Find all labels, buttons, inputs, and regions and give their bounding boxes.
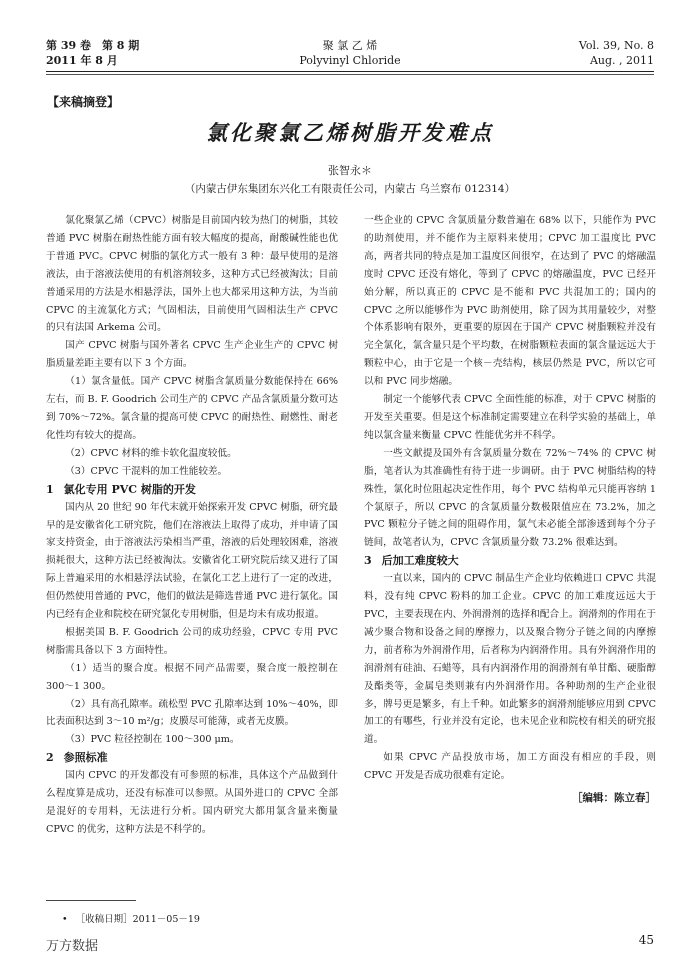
- paragraph: （3）PVC 粒径控制在 100～300 μm。: [65, 734, 240, 746]
- header-date-cn: 2011 年 8 月: [46, 54, 118, 67]
- article-author: 张智永＊: [328, 164, 372, 177]
- left-column: [46, 212, 338, 839]
- section-tag: 【来稿摘登】: [47, 95, 120, 109]
- section-title: 参照标准: [63, 751, 108, 765]
- header-date-en: Aug. , 2011: [589, 54, 654, 67]
- header-journal-en: Polyvinyl Chloride: [299, 54, 401, 67]
- paragraph: （1）氯含量低。国产 CPVC 树脂含氯质量分数能保持在 66% 左右，而 B. F. Goodrich 公司生产的 CPVC 产品含氯质量分数可达到 70%～72%。氯含量的提高可使 CPVC 的耐热性、耐燃性、耐老化性均有较大的提高。: [46, 376, 338, 441]
- paragraph: 国内 CPVC 的开发都没有可参照的标准，具体这个产品做到什么程度算是成功，还没有标准可以参照。从国外进口的 CPVC 全部是混好的专用料，无法进行分析。国内研究大都用氯含量来衡量 CPVC 的优劣，这种方法是不科学的。: [46, 770, 338, 835]
- section-heading-1: [46, 481, 338, 499]
- received-date-footnote: [62, 911, 200, 925]
- article-affiliation: （内蒙古伊东集团东兴化工有限责任公司，内蒙古 乌兰察布 012314）: [184, 183, 516, 195]
- header-rule: [46, 71, 654, 72]
- header-rule-thin: [46, 74, 654, 75]
- article-title: 氯化聚氯乙烯树脂开发难点: [206, 120, 494, 145]
- section-heading-2: [46, 749, 338, 767]
- editor-note: ［编辑：陈立春］: [572, 792, 656, 805]
- paragraph: 如果 CPVC 产品投放市场，加工方面没有相应的手段，则 CPVC 开发是否成功很难有定论。: [364, 752, 656, 782]
- paragraph: 氯化聚氯乙烯（CPVC）树脂是目前国内较为热门的树脂，其较普通 PVC 树脂在耐热性能方面有较大幅度的提高，耐酸碱性能也优于普通 PVC。CPVC 树脂的氯化方式一般有 3 种：最早使用的是溶液法，由于溶液法使用的有机溶剂较多，这种方式已经被淘汰；目前普通采用的方法是水相悬浮法，国外上也大都采用这种方法，为当前 CPVC 的主流氯化方式；气固相法，目前使用气固相法生产 CPVC 的只有法国 Arkema 公司。: [46, 215, 338, 334]
- header-volume-cn: 第 39 卷 第 8 期: [46, 39, 140, 52]
- section-title: 后加工难度较大: [381, 554, 459, 568]
- paragraph: 根据美国 B. F. Goodrich 公司的成功经验，CPVC 专用 PVC 树脂需具备以下 3 方面特性。: [46, 626, 338, 656]
- section-number: 2: [46, 751, 54, 765]
- source-watermark: 万方数据: [46, 939, 99, 954]
- section-title: 氯化专用 PVC 树脂的开发: [63, 482, 196, 496]
- paragraph: （1）适当的聚合度。根据不同产品需要，聚合度一般控制在 300～1 300。: [46, 662, 338, 692]
- header-journal-cn: 聚 氯 乙 烯: [322, 39, 378, 52]
- header-issue-en: [579, 38, 654, 68]
- header-volume-en: Vol. 39, No. 8: [578, 39, 654, 52]
- bullet-icon: •: [62, 914, 68, 925]
- right-column: [364, 212, 656, 808]
- paragraph: 一些企业的 CPVC 含氯质量分数普遍在 68% 以下，只能作为 PVC 的助剂使用，并不能作为主原料来使用；CPVC 加工温度比 PVC 高，两者共同的特点是加工温度区间很窄，在达到了 PVC 的熔融温度时 CPVC 还没有熔化，等到了 CPVC 的熔融温度，PVC 已经开始分解，所以真正的 CPVC 是不能和 PVC 共混加工的；国内的 CPVC 之所以能够作为 PVC 助剂使用，除了因为其用量较少，对整个体系影响有限外，更重要的原因在于国产 CPVC 树脂颗粒并没有完全氯化，氯含量只是个平均数，在树脂颗粒表面的氯含量远远大于颗粒中心，由于它是一个核－壳结构，核层仍然是 PVC，所以它可以和 PVC 同步熔融。: [364, 215, 656, 388]
- paragraph: 国产 CPVC 树脂与国外著名 CPVC 生产企业生产的 CPVC 树脂质量差距主要有以下 3 个方面。: [46, 340, 338, 370]
- paragraph: （2）CPVC 材料的维卡软化温度较低。: [65, 447, 237, 459]
- paragraph: 一些文献提及国外有含氯质量分数在 72%～74% 的 CPVC 树脂，笔者认为其准确性有待于进一步调研。由于 PVC 树脂结构的特殊性，氯化时位阻起决定性作用，每个 PVC 结构单元只能再容纳 1 个氯原子，所以 CPVC 的含氯质量分数极限值应在 73.2%，加之 PVC 颗粒分子链之间的阻碍作用，氯气未必能全部渗透到每个分子链间，故笔者认为，CPVC 含氯质量分数 73.2% 很难达到。: [364, 447, 656, 549]
- paragraph: 一直以来，国内的 CPVC 制品生产企业均依赖进口 CPVC 共混料，没有纯 CPVC 粉料的加工企业。CPVC 的加工难度远远大于 PVC，主要表现在内、外润滑剂的选择和配合上。润滑剂的作用在于减少聚合物和设备之间的摩擦力，以及聚合物分子链之间的内摩擦力，前者称为外润滑作用，后者称为内润滑作用。具有外润滑作用的润滑剂有硅油、石蜡等，具有内润滑作用的润滑剂有单甘酯、硬脂醇及酯类等，金属皂类则兼有内外润滑作用。各种助剂的生产企业很多，牌号更是繁多，有上千种。如此繁多的润滑剂能够应用到 CPVC 加工的有哪些，行业并没有定论，也未见企业和院校有相关的研究报道。: [364, 573, 656, 746]
- footnote-rule: [46, 900, 136, 901]
- section-heading-3: [364, 552, 656, 570]
- paragraph: （3）CPVC 干混料的加工性能较差。: [65, 465, 228, 477]
- section-number: 3: [364, 554, 372, 568]
- received-date: ［收稿日期］2011－05－19: [75, 914, 200, 925]
- section-number: 1: [46, 482, 54, 496]
- paragraph: 制定一个能够代表 CPVC 全面性能的标准，对于 CPVC 树脂的开发至关重要。但是这个标准制定需要建立在科学实验的基础上，单纯以氯含量来衡量 CPVC 性能优劣并不科学。: [364, 394, 656, 441]
- paragraph: （2）具有高孔隙率。疏松型 PVC 孔隙率达到 10%～40%，即比表面积达到 3～10 m²/g；皮膜尽可能薄，或者无皮膜。: [46, 698, 338, 728]
- page-number: 45: [638, 933, 654, 947]
- paragraph: 国内从 20 世纪 90 年代末就开始探索开发 CPVC 树脂，研究最早的是安徽省化工研究院，他们在溶液法上取得了成功，并申请了国家支持资金，由于溶液法污染相当严重，溶液的后处理较困难，溶液损耗很大，这种方法已经被淘汰。安徽省化工研究院后续又进行了国际上普遍采用的水相悬浮法试验，在氯化工艺上进行了一定的改进，但仍然使用普通的 PVC，他们的做法是筛选普通 PVC 进行氯化。国内已经有企业和院校在研究氯化专用树脂，但是均未有成功报道。: [46, 501, 338, 621]
